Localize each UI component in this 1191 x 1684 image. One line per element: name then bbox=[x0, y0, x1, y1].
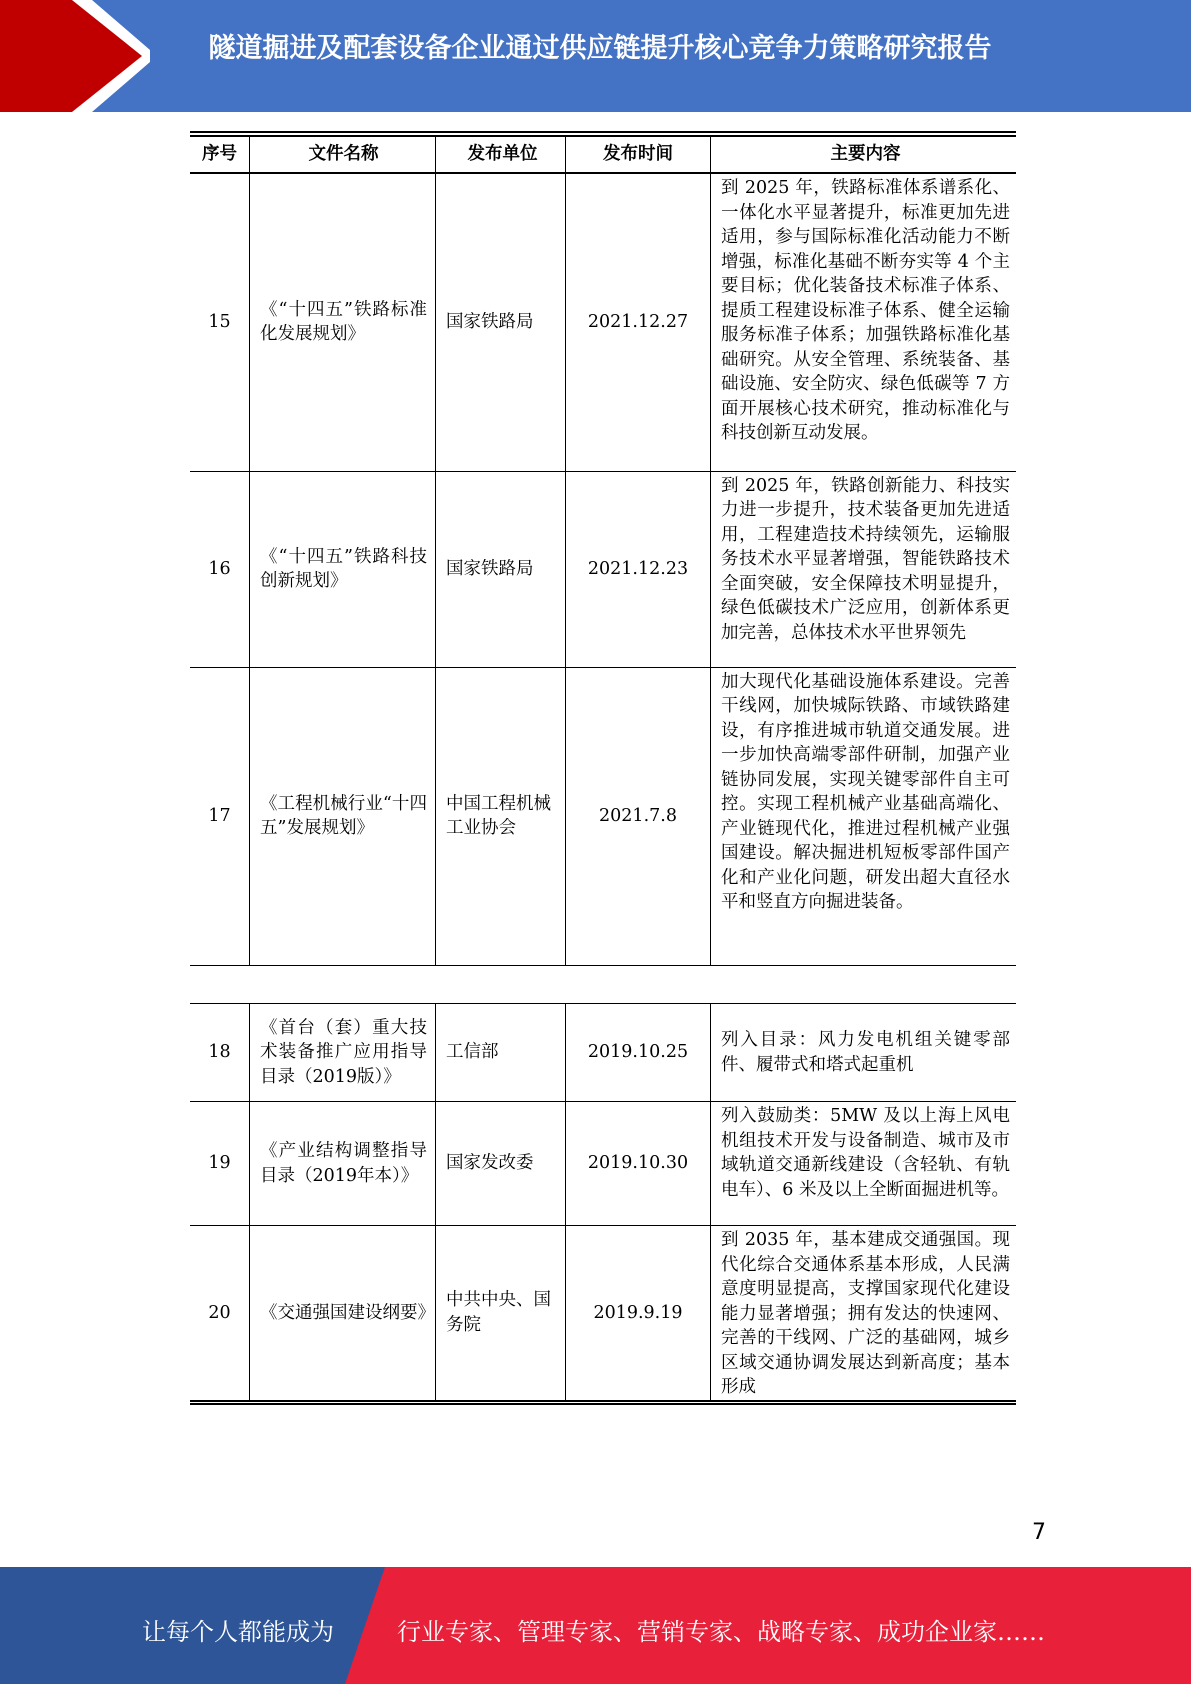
row-no: 18 bbox=[190, 1004, 250, 1102]
report-title: 隧道掘进及配套设备企业通过供应链提升核心竞争力策略研究报告 bbox=[208, 33, 992, 64]
row-date: 2021.12.27 bbox=[566, 173, 711, 471]
row-no: 15 bbox=[190, 173, 250, 471]
table-header-row bbox=[190, 134, 1016, 173]
row-no: 19 bbox=[190, 1102, 250, 1226]
row-no: 17 bbox=[190, 667, 250, 965]
table-row bbox=[190, 1102, 1016, 1226]
row-unit: 国家发改委 bbox=[436, 1102, 566, 1226]
row-name: 《工程机械行业“十四五”发展规划》 bbox=[250, 667, 436, 965]
policy-table-part-2 bbox=[190, 1003, 1016, 1405]
row-unit: 中共中央、国务院 bbox=[436, 1226, 566, 1403]
row-name: 《“十四五”铁路科技创新规划》 bbox=[250, 471, 436, 667]
row-unit: 国家铁路局 bbox=[436, 471, 566, 667]
row-date: 2019.10.30 bbox=[566, 1102, 711, 1226]
row-date: 2021.12.23 bbox=[566, 471, 711, 667]
row-content: 列入目录：风力发电机组关键零部件、履带式和塔式起重机 bbox=[711, 1004, 1017, 1102]
column-header-name: 文件名称 bbox=[250, 134, 436, 173]
table-row bbox=[190, 471, 1016, 667]
row-content: 到 2025 年，铁路标准体系谱系化、一体化水平显著提升，标准更加先进适用，参与国际标准化活动能力不断增强，标准化基础不断夯实等 4 个主要目标；优化装备技术标准子体系、提质工程建设标准子体系、健全运输服务标准子体系；加强铁路标准化基础研究。从安全管理、系统装备、基础设施、安全防灾、绿色低碳等 7 方面开展核心技术研究，推动标准化与科技创新互动发展。 bbox=[711, 173, 1017, 471]
row-content: 列入鼓励类：5MW 及以上海上风电机组技术开发与设备制造、城市及市域轨道交通新线建设（含轻轨、有轨电车）、6 米及以上全断面掘进机等。 bbox=[711, 1102, 1017, 1226]
row-content: 到 2035 年，基本建成交通强国。现代化综合交通体系基本形成，人民满意度明显提高，支撑国家现代化建设能力显著增强；拥有发达的快速网、完善的干线网、广泛的基础网，城乡区域交通协调发展达到新高度；基本形成 bbox=[711, 1226, 1017, 1403]
policy-table-part-1 bbox=[190, 131, 1016, 966]
row-name: 《首台（套）重大技术装备推广应用指导目录（2019版）》 bbox=[250, 1004, 436, 1102]
row-unit: 工信部 bbox=[436, 1004, 566, 1102]
row-no: 20 bbox=[190, 1226, 250, 1403]
header-red-chevron bbox=[0, 0, 150, 112]
page-number: 7 bbox=[1032, 1520, 1046, 1545]
row-name: 《“十四五”铁路标准化发展规划》 bbox=[250, 173, 436, 471]
table-row bbox=[190, 667, 1016, 965]
row-unit: 国家铁路局 bbox=[436, 173, 566, 471]
table-row bbox=[190, 173, 1016, 471]
column-header-content: 主要内容 bbox=[711, 134, 1017, 173]
column-header-no: 序号 bbox=[190, 134, 250, 173]
row-content: 到 2025 年，铁路创新能力、科技实力进一步提升，技术装备更加先进适用，工程建造技术持续领先，运输服务技术水平显著增强，智能铁路技术全面突破，安全保障技术明显提升，绿色低碳技术广泛应用，创新体系更加完善，总体技术水平世界领先 bbox=[711, 471, 1017, 667]
footer-slogan-left: 让每个人都能成为 bbox=[142, 1618, 334, 1646]
row-name: 《产业结构调整指导目录（2019年本）》 bbox=[250, 1102, 436, 1226]
column-header-date: 发布时间 bbox=[566, 134, 711, 173]
footer-slogan-right: 行业专家、管理专家、营销专家、战略专家、成功企业家…… bbox=[397, 1618, 1045, 1646]
table-row bbox=[190, 1226, 1016, 1403]
row-date: 2021.7.8 bbox=[566, 667, 711, 965]
row-date: 2019.9.19 bbox=[566, 1226, 711, 1403]
row-no: 16 bbox=[190, 471, 250, 667]
row-name: 《交通强国建设纲要》 bbox=[250, 1226, 436, 1403]
table-row bbox=[190, 1004, 1016, 1102]
column-header-unit: 发布单位 bbox=[436, 134, 566, 173]
row-unit: 中国工程机械工业协会 bbox=[436, 667, 566, 965]
row-date: 2019.10.25 bbox=[566, 1004, 711, 1102]
row-content: 加大现代化基础设施体系建设。完善干线网，加快城际铁路、市域铁路建设，有序推进城市轨道交通发展。进一步加快高端零部件研制，加强产业链协同发展，实现关键零部件自主可控。实现工程机械产业基础高端化、产业链现代化，推进过程机械产业强国建设。解决掘进机短板零部件国产化和产业化问题，研发出超大直径水平和竖直方向掘进装备。 bbox=[711, 667, 1017, 965]
